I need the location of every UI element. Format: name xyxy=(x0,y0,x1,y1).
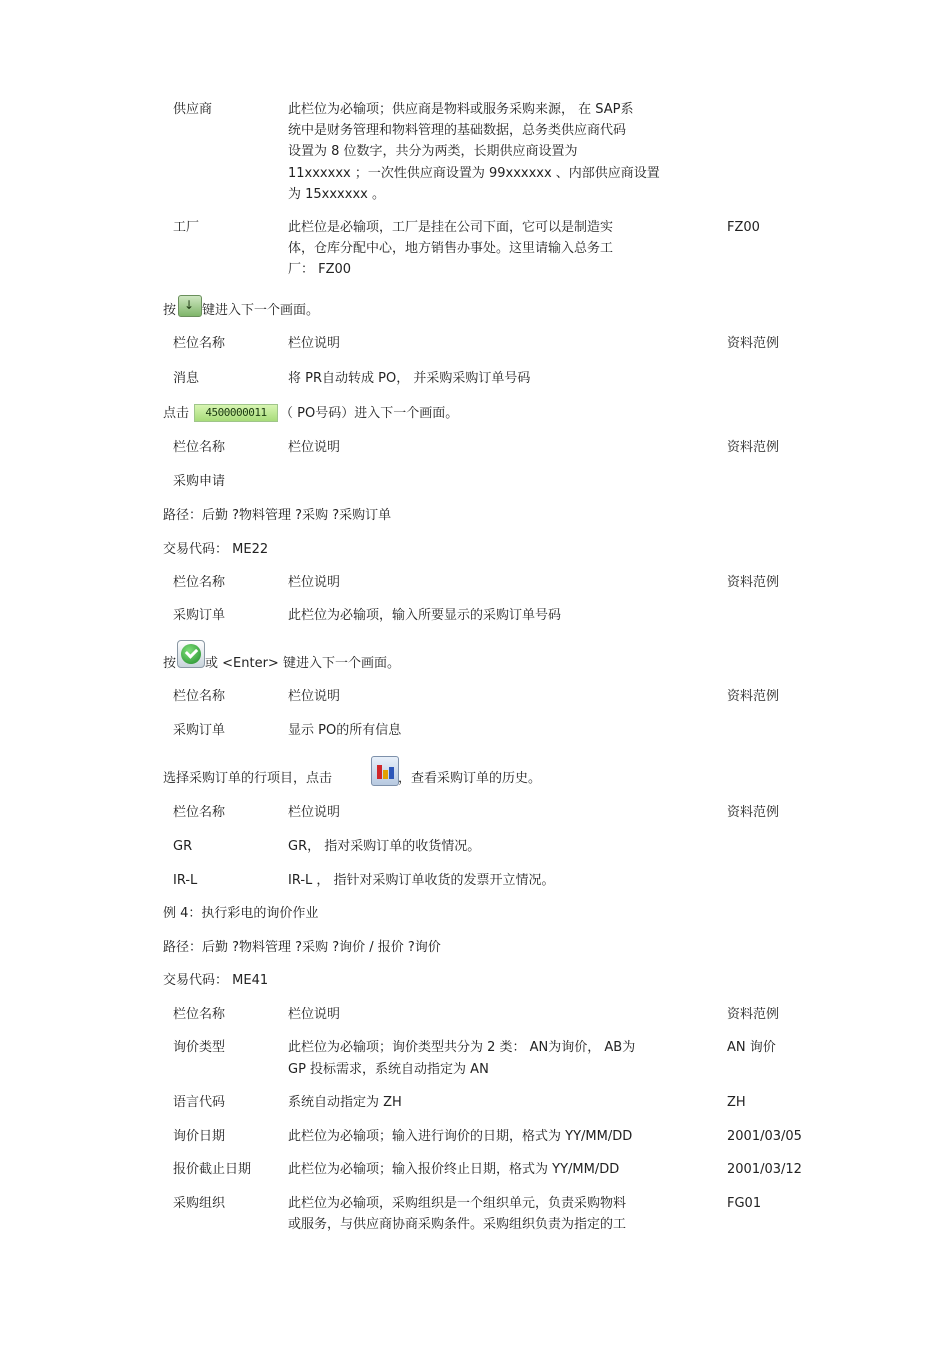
field-example-quote-deadline: 2001/03/12 xyxy=(727,1162,802,1177)
field-example-rfq-type: AN 询价 xyxy=(727,1040,776,1055)
field-desc-purchase-order-display: 显示 PO的所有信息 xyxy=(288,723,402,738)
header-field-example: 资料范例 xyxy=(727,689,780,704)
field-name-purchase-order: 采购订单 xyxy=(173,608,226,623)
header-field-example: 资料范例 xyxy=(727,1007,780,1022)
header-field-desc: 栏位说明 xyxy=(288,1007,341,1022)
header-field-desc: 栏位说明 xyxy=(288,805,341,820)
field-desc-supplier-line3: 设置为 8 位数字，共分为两类，长期供应商设置为 xyxy=(288,144,578,159)
step4-prefix: 选择采购订单的行项目，点击 xyxy=(163,771,333,786)
field-desc-purchasing-org-line2: 或服务，与供应商协商采购条件。采购组织负责为指定的工 xyxy=(288,1217,627,1232)
field-desc-supplier-line2: 统中是财务管理和物料管理的基础数据，总务类供应商代码 xyxy=(288,123,627,138)
field-desc-supplier-line4: 11xxxxxx ；一次性供应商设置为 99xxxxxx 、内部供应商设置 xyxy=(288,166,660,181)
field-example-plant: FZ00 xyxy=(727,220,760,235)
field-desc-plant-line2: 体，仓库分配中心，地方销售办事处。这里请输入总务工 xyxy=(288,241,614,256)
field-name-rfq-date: 询价日期 xyxy=(173,1129,226,1144)
header-field-desc: 栏位说明 xyxy=(288,336,341,351)
field-desc-rfq-type-line2: GP 投标需求，系统自动指定为 AN xyxy=(288,1062,489,1077)
navigate-forward-icon[interactable]: ↓ xyxy=(178,295,202,317)
field-desc-supplier-line5: 为 15xxxxxx 。 xyxy=(288,187,385,202)
field-name-ir-l: IR-L xyxy=(173,873,198,888)
header-field-desc: 栏位说明 xyxy=(288,689,341,704)
field-example-rfq-date: 2001/03/05 xyxy=(727,1129,802,1144)
transaction-code: 交易代码： ME22 xyxy=(163,542,269,557)
field-desc-message: 将 PR自动转成 PO， 并采购采购订单号码 xyxy=(288,371,531,386)
field-desc-supplier-line1: 此栏位为必输项；供应商是物料或服务采购来源， 在 SAP系 xyxy=(288,102,634,117)
field-desc-rfq-date: 此栏位为必输项；输入进行询价的日期，格式为 YY/MM/DD xyxy=(288,1129,633,1144)
header-field-name: 栏位名称 xyxy=(173,805,226,820)
field-desc-gr: GR， 指对采购订单的收货情况。 xyxy=(288,839,481,854)
field-desc-rfq-type-line1: 此栏位为必输项；询价类型共分为 2 类： AN为询价， AB为 xyxy=(288,1040,636,1055)
field-desc-language: 系统自动指定为 ZH xyxy=(288,1095,402,1110)
step1-suffix: 键进入下一个画面。 xyxy=(202,303,320,318)
field-name-rfq-type: 询价类型 xyxy=(173,1040,226,1055)
field-desc-purchasing-org-line1: 此栏位为必输项，采购组织是一个组织单元，负责采购物料 xyxy=(288,1196,627,1211)
field-name-purchasing-org: 采购组织 xyxy=(173,1196,226,1211)
field-desc-ir-l: IR-L ， 指针对采购订单收货的发票开立情况。 xyxy=(288,873,555,888)
po-history-icon[interactable] xyxy=(371,756,399,786)
field-name-supplier: 供应商 xyxy=(173,102,213,117)
header-field-example: 资料范例 xyxy=(727,575,780,590)
field-example-language: ZH xyxy=(727,1095,746,1110)
step2-prefix: 点击 xyxy=(163,406,190,421)
field-desc-plant-line3: 厂： FZ00 xyxy=(288,262,352,277)
transaction-code: 交易代码： ME41 xyxy=(163,973,269,988)
header-field-example: 资料范例 xyxy=(727,805,780,820)
header-field-name: 栏位名称 xyxy=(173,440,226,455)
po-number-link[interactable]: 4500000011 xyxy=(194,404,278,422)
step1-prefix: 按 xyxy=(163,303,177,318)
header-field-name: 栏位名称 xyxy=(173,336,226,351)
field-desc-plant-line1: 此栏位是必输项，工厂是挂在公司下面，它可以是制造实 xyxy=(288,220,614,235)
step3-suffix: 或 <Enter> 键进入下一个画面。 xyxy=(205,656,400,671)
check-enter-icon[interactable] xyxy=(177,640,205,668)
header-field-example: 资料范例 xyxy=(727,440,780,455)
step2-suffix: （ PO号码）进入下一个画面。 xyxy=(280,406,459,421)
step4-suffix: ，查看采购订单的历史。 xyxy=(398,771,542,786)
field-name-gr: GR xyxy=(173,839,193,854)
header-field-name: 栏位名称 xyxy=(173,1007,226,1022)
field-name-plant: 工厂 xyxy=(173,220,200,235)
header-field-desc: 栏位说明 xyxy=(288,440,341,455)
step3-prefix: 按 xyxy=(163,656,177,671)
field-name-purchase-order-display: 采购订单 xyxy=(173,723,226,738)
field-name-quote-deadline: 报价截止日期 xyxy=(173,1162,252,1177)
menu-path: 路径：后勤 ?物料管理 ?采购 ?采购订单 xyxy=(163,508,392,523)
field-name-message: 消息 xyxy=(173,371,200,386)
menu-path: 路径：后勤 ?物料管理 ?采购 ?询价 / 报价 ?询价 xyxy=(163,940,441,955)
field-desc-purchase-order: 此栏位为必输项，输入所要显示的采购订单号码 xyxy=(288,608,562,623)
header-field-desc: 栏位说明 xyxy=(288,575,341,590)
field-example-purchasing-org: FG01 xyxy=(727,1196,762,1211)
field-desc-quote-deadline: 此栏位为必输项；输入报价终止日期，格式为 YY/MM/DD xyxy=(288,1162,620,1177)
header-field-name: 栏位名称 xyxy=(173,689,226,704)
header-field-name: 栏位名称 xyxy=(173,575,226,590)
example-heading: 例 4：执行彩电的询价作业 xyxy=(163,906,319,921)
header-field-example: 资料范例 xyxy=(727,336,780,351)
field-name-purchase-requisition: 采购申请 xyxy=(173,474,226,489)
field-name-language: 语言代码 xyxy=(173,1095,226,1110)
